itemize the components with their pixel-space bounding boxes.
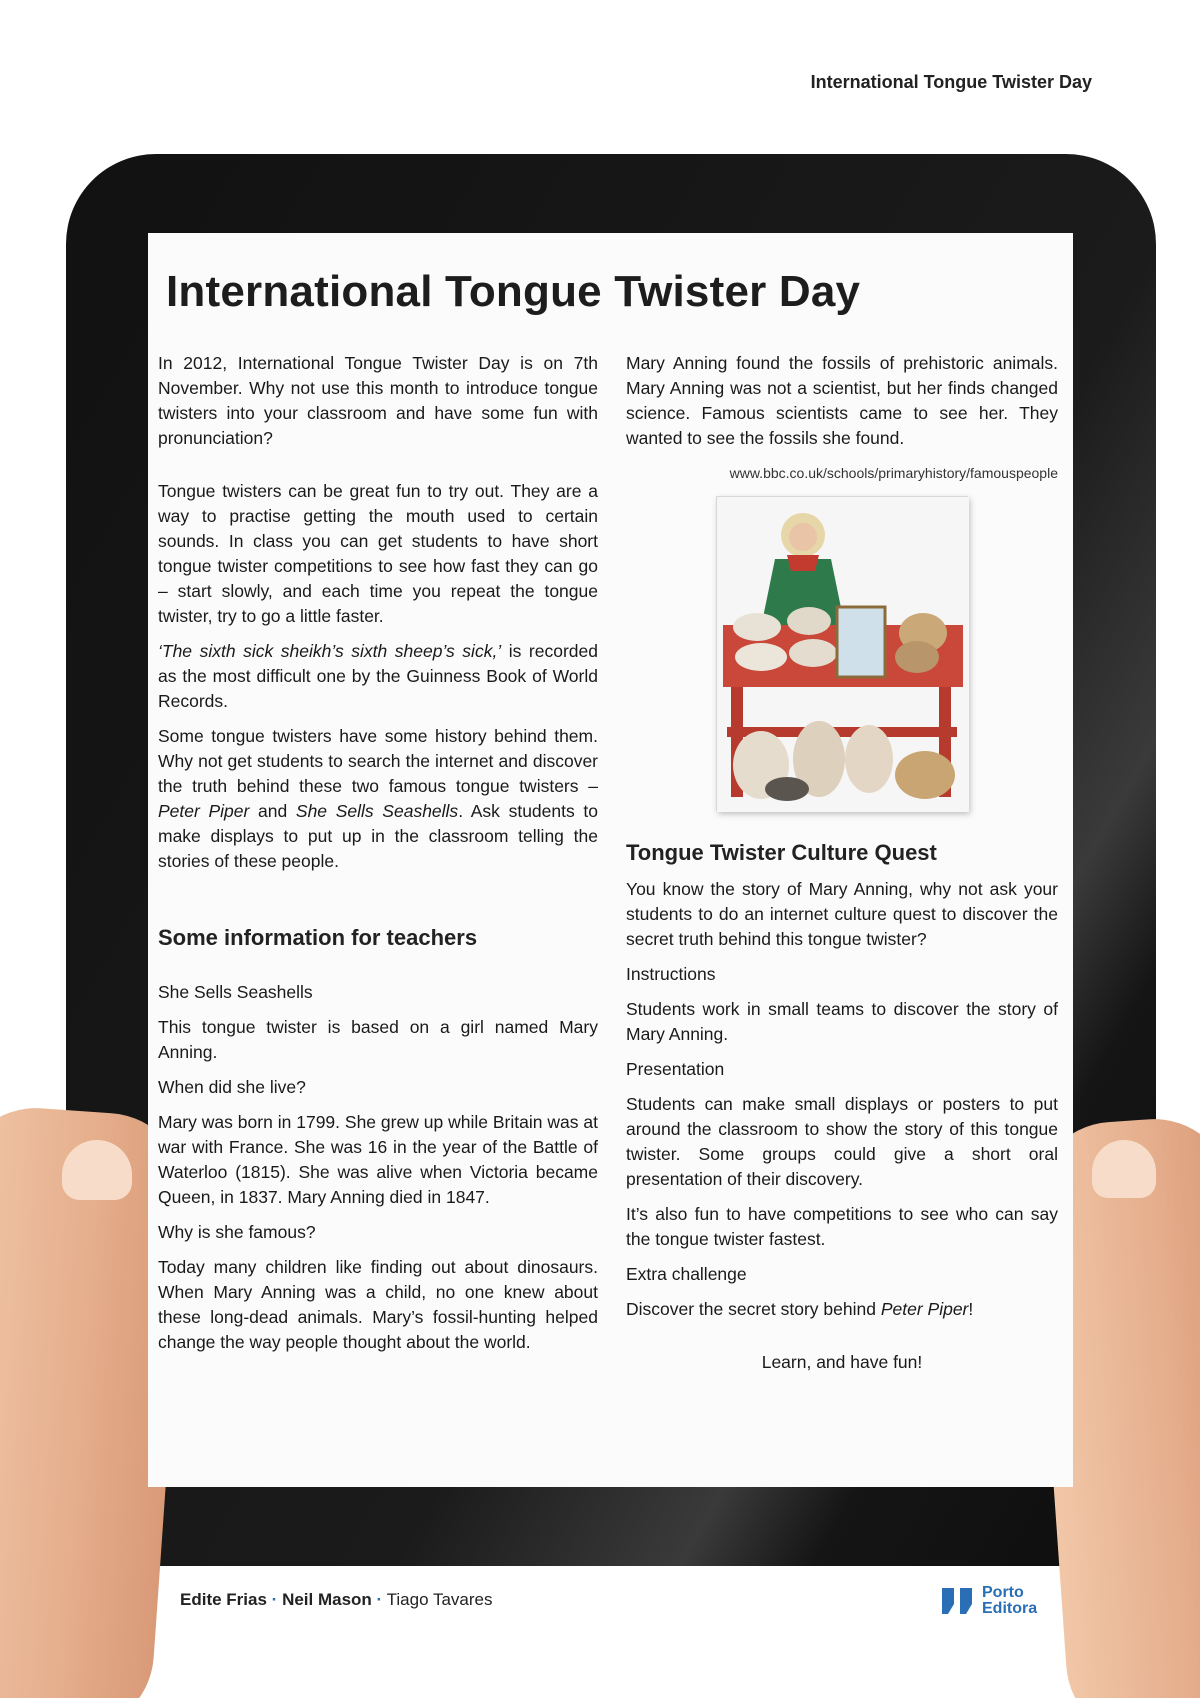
logo-line: Editora (982, 1600, 1038, 1617)
paragraph-text: Discover the secret story behind (626, 1299, 881, 1319)
separator-dot: · (376, 1590, 383, 1609)
subheading: Extra challenge (626, 1264, 747, 1284)
right-column (626, 351, 1058, 1385)
paragraph (626, 1297, 1058, 1322)
history-paragraph (158, 724, 598, 874)
paragraph: You know the story of Mary Anning, why not ask your students to do an internet culture quest to discover the secret truth behind this tongue twister? (626, 879, 1058, 949)
section-heading: Some information for teachers (158, 925, 478, 950)
separator-dot: · (271, 1590, 278, 1609)
page-title: International Tongue Twister Day (166, 267, 861, 316)
author-name: Neil Mason (282, 1590, 372, 1609)
paragraph: Mary Anning found the fossils of prehistoric animals. Mary Anning was not a scientist, but her finds changed science. Famous scientists came to see her. They wanted to see the fossils she found. (626, 353, 1058, 448)
author-name: Edite Frias (180, 1590, 267, 1609)
author-name: Tiago Tavares (386, 1590, 493, 1609)
title-peter-piper: Peter Piper (880, 1299, 969, 1319)
paragraph: Students can make small displays or posters to put around the classroom to show the story of this tongue twister. Some groups could give a short oral presentation of their discovery. (626, 1094, 1058, 1189)
left-column (158, 351, 598, 1365)
subheading: Instructions (626, 964, 716, 984)
paragraph-text: . Ask students to make displays to put up in the classroom telling the stories of these people. (158, 801, 599, 871)
paragraph-text: and (249, 801, 296, 821)
subheading: When did she live? (158, 1077, 306, 1097)
paragraph: Mary was born in 1799. She grew up while Britain was at war with France. She was 16 in the year of the Battle of Waterloo (1815). She was alive when Victoria became Queen, in 1837. Mary Anning died in 1847. (158, 1112, 598, 1207)
paragraph: It’s also fun to have competitions to see who can say the tongue twister fastest. (626, 1204, 1058, 1249)
source-link[interactable]: www.bbc.co.uk/schools/primaryhistory/famouspeople (729, 465, 1058, 481)
logo-line: Porto (982, 1584, 1024, 1601)
paragraph: Tongue twisters can be great fun to try out. They are a way to practise getting the mouth used to certain sounds. In class you can get students to have short tongue twister competitions to see how fast they can go – start slowly, and each time you repeat the tongue twister, try to go a little faster. (158, 481, 598, 626)
paragraph: This tongue twister is based on a girl named Mary Anning. (158, 1017, 598, 1062)
paragraph-text: is recorded as the most difficult one by the Guinness Book of World Records. (158, 641, 598, 711)
porto-editora-logo (940, 1585, 1037, 1617)
paragraph: Today many children like finding out about dinosaurs. When Mary Anning was a child, no one knew about these long-dead animals. Mary’s fossil-hunting helped change the way people thought about the world. (158, 1257, 598, 1352)
subheading: Presentation (626, 1059, 725, 1079)
title-peter-piper: Peter Piper (158, 801, 250, 821)
tablet-screen (148, 233, 1073, 1487)
publisher-logo-text (982, 1585, 1037, 1617)
subheading: She Sells Seashells (158, 982, 313, 1002)
section-heading: Tongue Twister Culture Quest (626, 840, 937, 865)
record-paragraph (158, 639, 598, 714)
paragraph: Students work in small teams to discover the story of Mary Anning. (626, 999, 1058, 1044)
intro-paragraph: In 2012, International Tongue Twister Day is on 7th November. Why not use this month to introduce tongue twisters into your classroom and have some fun with pronunciation? (158, 353, 598, 448)
paragraph-text: Some tongue twisters have some history behind them. Why not get students to search the internet and discover the truth behind these two famous tongue twisters – (158, 726, 598, 796)
mary-anning-image (717, 497, 969, 812)
closing-line: Learn, and have fun! (761, 1352, 923, 1372)
paragraph-text: ! (968, 1299, 974, 1319)
subheading: Why is she famous? (158, 1222, 316, 1242)
author-credits (180, 1590, 492, 1610)
mary-anning-illustration (716, 496, 968, 811)
title-she-sells-seashells: She Sells Seashells (295, 801, 459, 821)
quote-text: ‘The sixth sick sheikh’s sixth sheep’s sick,’ (158, 641, 502, 661)
running-header: International Tongue Twister Day (810, 72, 1092, 92)
right-thumbnail (1092, 1140, 1156, 1198)
publisher-logo-icon (940, 1586, 976, 1616)
